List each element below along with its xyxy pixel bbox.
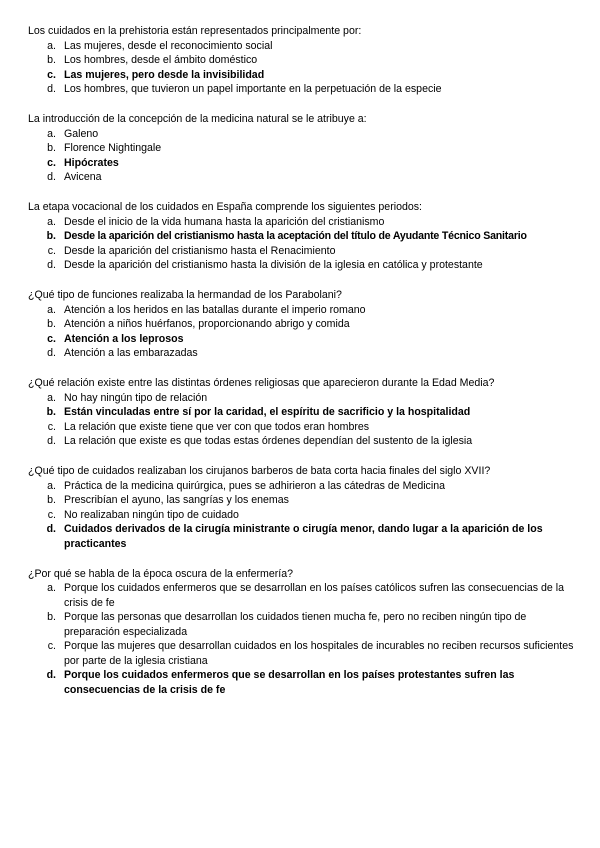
correct-answer-option <box>28 405 576 420</box>
option-text: Florence Nightingale <box>64 142 162 154</box>
question-4 <box>28 288 576 361</box>
option-text: Desde el inicio de la vida humana hasta la aparición del cristianismo <box>64 215 385 228</box>
question-3 <box>28 200 576 273</box>
answer-options <box>28 215 576 273</box>
quiz-document <box>28 24 576 713</box>
option-text: Avicena <box>64 171 102 183</box>
answer-option <box>28 53 576 68</box>
option-letter: d. <box>47 259 56 271</box>
option-text: Las mujeres, desde el reconocimiento social <box>64 39 273 52</box>
option-text: Práctica de la medicina quirúrgica, pues se adhirieron a las cátedras de Medicina <box>64 479 445 492</box>
option-letter: c. <box>47 68 56 81</box>
question-text: ¿Qué relación existe entre las distintas órdenes religiosas que aparecieron durante la Edad Media? <box>28 377 495 389</box>
correct-answer-option <box>28 229 576 244</box>
option-letter: a. <box>47 215 56 228</box>
option-text: No hay ningún tipo de relación <box>64 391 208 404</box>
question-text: La introducción de la concepción de la medicina natural se le atribuye a: <box>28 113 367 125</box>
option-letter: a. <box>47 39 56 52</box>
question-text: ¿Por qué se habla de la época oscura de la enfermería? <box>28 567 294 580</box>
option-text: Las mujeres, pero desde la invisibilidad <box>64 68 265 81</box>
option-letter: a. <box>47 127 56 140</box>
option-letter: d. <box>47 171 56 183</box>
answer-option <box>28 639 576 668</box>
option-text: Atención a los heridos en las batallas durante el imperio romano <box>64 303 366 316</box>
option-letter: a. <box>47 303 56 316</box>
option-text: La relación que existe es que todas estas órdenes dependían del sustento de la iglesia <box>64 435 473 447</box>
option-text: Porque los cuidados enfermeros que se desarrollan en los países protestantes sufren las consecuencias de la crisis de fe <box>64 669 515 696</box>
option-text: Atención a los leprosos <box>64 332 184 345</box>
correct-answer-option <box>28 522 576 551</box>
answer-options <box>28 581 576 697</box>
correct-answer-option <box>28 332 576 347</box>
option-letter: c. <box>47 640 56 652</box>
answer-options <box>28 479 576 552</box>
option-letter: b. <box>46 406 56 418</box>
option-letter: c. <box>47 244 56 257</box>
answer-option <box>28 215 576 230</box>
option-text: Están vinculadas entre sí por la caridad, el espíritu de sacrificio y la hospitalidad <box>64 406 471 418</box>
option-letter: a. <box>47 582 56 594</box>
answer-option <box>28 434 576 449</box>
option-letter: d. <box>47 347 56 359</box>
answer-option <box>28 317 576 332</box>
option-text: Porque las personas que desarrollan los cuidados tienen mucha fe, pero no reciben ningún tipo de preparación especializada <box>64 611 527 638</box>
question-6 <box>28 464 576 551</box>
option-text: La relación que existe tiene que ver con que todos eran hombres <box>64 420 370 433</box>
option-letter: b. <box>47 494 56 506</box>
option-letter: b. <box>47 318 56 330</box>
option-text: Los hombres, que tuvieron un papel importante en la perpetuación de la especie <box>64 83 442 95</box>
answer-option <box>28 39 576 54</box>
question-text: ¿Qué tipo de funciones realizaba la hermandad de los Parabolani? <box>28 289 342 301</box>
option-letter: c. <box>47 156 56 169</box>
option-text: Desde la aparición del cristianismo hasta la aceptación del título de Ayudante Técnico Sanitario <box>64 230 527 242</box>
option-text: Porque los cuidados enfermeros que se desarrollan en los países católicos sufren las consecuencias de la crisis de fe <box>64 582 564 609</box>
question-5 <box>28 376 576 449</box>
answer-option <box>28 127 576 142</box>
answer-option <box>28 581 576 610</box>
answer-option <box>28 346 576 361</box>
option-letter: b. <box>47 611 56 623</box>
question-7 <box>28 567 576 698</box>
answer-option <box>28 391 576 406</box>
option-text: No realizaban ningún tipo de cuidado <box>64 508 239 521</box>
answer-option <box>28 610 576 639</box>
question-text: Los cuidados en la prehistoria están representados principalmente por: <box>28 25 362 37</box>
answer-options <box>28 303 576 361</box>
question-text: La etapa vocacional de los cuidados en España comprende los siguientes periodos: <box>28 201 422 213</box>
answer-options <box>28 391 576 449</box>
answer-option <box>28 303 576 318</box>
option-text: Porque las mujeres que desarrollan cuidados en los hospitales de incurables no reciben recursos suficientes por parte de la iglesia cristiana <box>64 640 574 667</box>
option-text: Atención a las embarazadas <box>64 347 198 359</box>
answer-option <box>28 508 576 523</box>
option-text: Prescribían el ayuno, las sangrías y los enemas <box>64 494 289 506</box>
correct-answer-option <box>28 668 576 697</box>
option-text: Atención a niños huérfanos, proporcionando abrigo y comida <box>64 318 350 330</box>
option-letter: d. <box>46 669 56 681</box>
option-letter: a. <box>47 391 56 404</box>
option-letter: c. <box>47 332 56 345</box>
option-letter: d. <box>47 435 56 447</box>
option-letter: c. <box>47 508 56 521</box>
question-text: ¿Qué tipo de cuidados realizaban los cirujanos barberos de bata corta hacia finales del siglo XVII? <box>28 465 491 477</box>
option-letter: b. <box>47 142 56 154</box>
option-text: Desde la aparición del cristianismo hasta la división de la iglesia en católica y protestante <box>64 259 483 271</box>
option-letter: a. <box>47 479 56 492</box>
answer-option <box>28 479 576 494</box>
option-letter: b. <box>46 230 56 242</box>
correct-answer-option <box>28 156 576 171</box>
option-text: Desde la aparición del cristianismo hasta el Renacimiento <box>64 244 336 257</box>
question-1 <box>28 24 576 97</box>
option-text: Hipócrates <box>64 156 119 169</box>
answer-options <box>28 127 576 185</box>
answer-option <box>28 493 576 508</box>
option-letter: c. <box>47 420 56 433</box>
option-text: Cuidados derivados de la cirugía ministrante o cirugía menor, dando lugar a la aparición de los practicantes <box>64 523 543 550</box>
answer-option <box>28 244 576 259</box>
correct-answer-option <box>28 68 576 83</box>
option-text: Galeno <box>64 127 99 140</box>
answer-option <box>28 170 576 185</box>
option-letter: b. <box>47 54 56 66</box>
option-letter: d. <box>46 523 56 535</box>
answer-option <box>28 82 576 97</box>
answer-option <box>28 141 576 156</box>
question-2 <box>28 112 576 185</box>
answer-option <box>28 420 576 435</box>
answer-option <box>28 258 576 273</box>
option-text: Los hombres, desde el ámbito doméstico <box>64 54 258 66</box>
answer-options <box>28 39 576 97</box>
option-letter: d. <box>47 83 56 95</box>
